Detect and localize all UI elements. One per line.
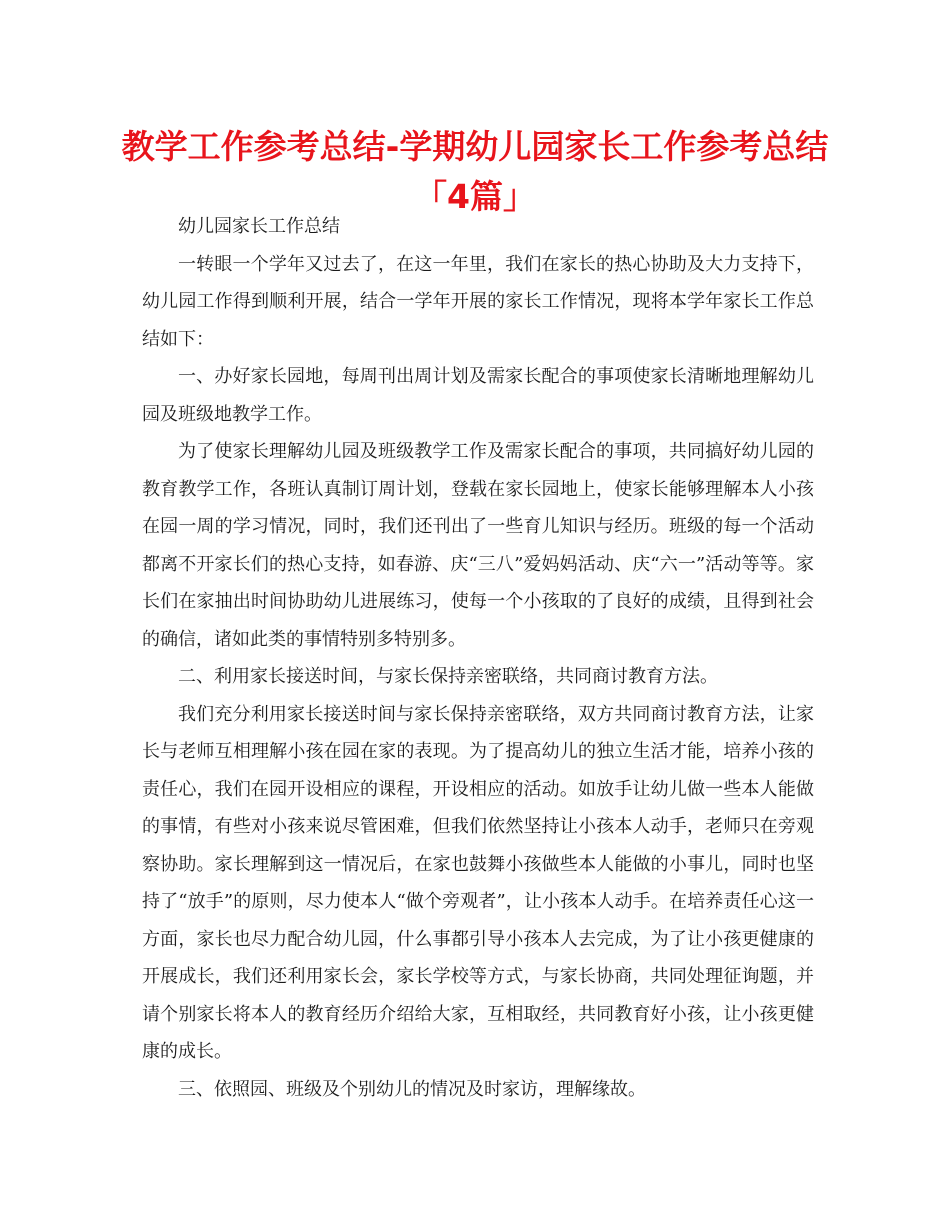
paragraph-intro: 一转眼一个学年又过去了，在这一年里，我们在家长的热心协助及大力支持下，幼儿园工作得到顺利开展，结合一学年开展的家长工作情况，现将本学年家长工作总结如下： bbox=[142, 253, 814, 350]
paragraph-point-1-detail: 为了使家长理解幼儿园及班级教学工作及需家长配合的事项，共同搞好幼儿园的教育教学工作，各班认真制订周计划，登载在家长园地上，使家长能够理解本人小孩在园一周的学习情况，同时，我们还刊出了一些育儿知识与经历。班级的每一个活动都离不开家长们的热心支持，如春游、庆“三八”爱妈妈活动、庆“六一”活动等等。家长们在家抽出时间协助幼儿进展练习，使每一个小孩取的了良好的成绩，且得到社会的确信，诸如此类的事情特别多特别多。 bbox=[142, 441, 814, 650]
paragraph-point-2: 二、利用家长接送时间，与家长保持亲密联络，共同商讨教育方法。 bbox=[178, 666, 718, 687]
document-title-line-2: 「4篇」 bbox=[414, 177, 536, 216]
section-heading: 幼儿园家长工作总结 bbox=[178, 216, 340, 237]
document-title-line-1: 教学工作参考总结-学期幼儿园家长工作参考总结 bbox=[121, 127, 829, 166]
document-body bbox=[142, 208, 814, 1108]
paragraph-point-3: 三、依照园、班级及个别幼儿的情况及时家访，理解缘故。 bbox=[178, 1078, 646, 1100]
paragraph-point-1: 一、办好家长园地，每周刊出周计划及需家长配合的事项使家长清晰地理解幼儿园及班级地教学工作。 bbox=[142, 366, 814, 425]
paragraph-point-2-detail: 我们充分利用家长接送时间与家长保持亲密联络，双方共同商讨教育方法，让家长与老师互相理解小孩在园在家的表现。为了提高幼儿的独立生活才能，培养小孩的责任心，我们在园开设相应的课程，开设相应的活动。如放手让幼儿做一些本人能做的事情，有些对小孩来说尽管困难，但我们依然坚持让小孩本人动手，老师只在旁观察协助。家长理解到这一情况后，在家也鼓舞小孩做些本人能做的小事儿，同时也坚持了“放手”的原则，尽力使本人“做个旁观者”，让小孩本人动手。在培养责任心这一方面，家长也尽力配合幼儿园，什么事都引导小孩本人去完成，为了让小孩更健康的开展成长，我们还利用家长会，家长学校等方式，与家长协商，共同处理征询题，并请个别家长将本人的教育经历介绍给大家，互相取经，共同教育好小孩，让小孩更健康的成长。 bbox=[142, 703, 814, 1062]
document-title bbox=[60, 122, 890, 222]
